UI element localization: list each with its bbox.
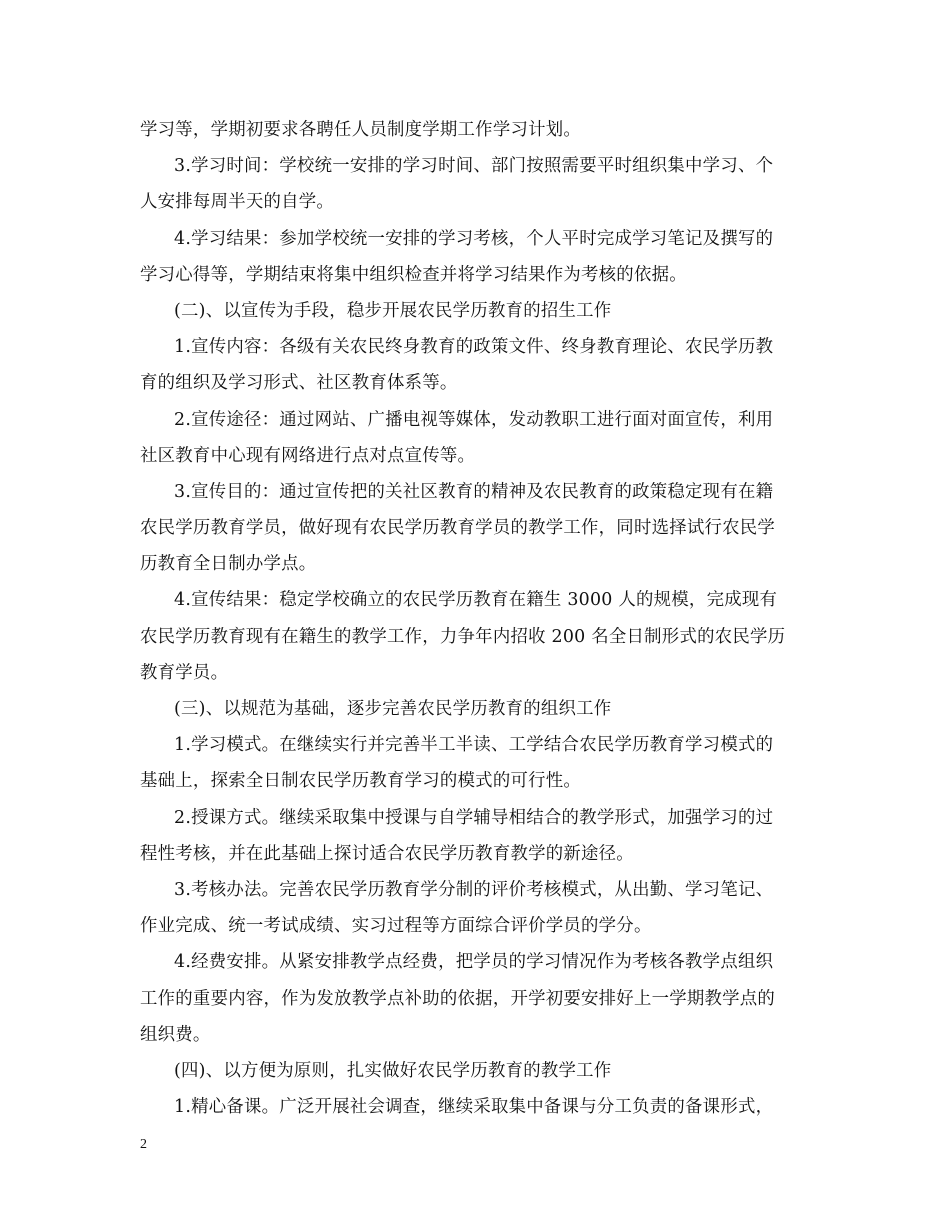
text-line-14: 4.宣传结果：稳定学校确立的农民学历教育在籍生 3000 人的规模，完成现有 (174, 590, 778, 611)
text-line-9: 2.宣传途径：通过网站、广播电视等媒体，发动教职工进行面对面宣传，利用 (174, 409, 774, 430)
page-number: 2 (140, 1137, 147, 1152)
text-line-21: 程性考核，并在此基础上探讨适合农民学历教育教学的新途径。 (140, 843, 634, 864)
text-line-26: 组织费。 (140, 1024, 211, 1045)
text-line-4: 4.学习结果：参加学校统一安排的学习考核，个人平时完成学习笔记及撰写的 (174, 228, 774, 249)
text-line-24: 4.经费安排。从紧安排教学点经费，把学员的学习情况作为考核各教学点组织 (174, 952, 774, 973)
section-heading-2: (二)、以宣传为手段，稳步开展农民学历教育的招生工作 (174, 300, 612, 321)
text-line-5: 学习心得等，学期结束将集中组织检查并将学习结果作为考核的依据。 (140, 264, 687, 285)
text-line-11: 3.宣传目的：通过宣传把的关社区教育的精神及农民教育的政策稳定现有在籍 (174, 481, 774, 502)
text-line-2: 3.学习时间：学校统一安排的学习时间、部门按照需要平时组织集中学习、个 (174, 156, 774, 177)
text-line-1: 学习等，学期初要求各聘任人员制度学期工作学习计划。 (140, 120, 582, 140)
text-line-3: 人安排每周半天的自学。 (140, 192, 335, 213)
text-line-10: 社区教育中心现有网络进行点对点宣传等。 (140, 445, 476, 466)
section-heading-3: (三)、以规范为基础，逐步完善农民学历教育的组织工作 (174, 699, 612, 719)
text-line-28: 1.精心备课。广泛开展社会调查，继续采取集中备课与分工负责的备课形式， (174, 1097, 774, 1118)
text-line-18: 1.学习模式。在继续实行并完善半工半读、工学结合农民学历教育学习模式的 (174, 735, 774, 756)
section-heading-4: (四)、以方便为原则，扎实做好农民学历教育的教学工作 (174, 1060, 612, 1081)
text-line-19: 基础上，探索全日制农民学历教育学习的模式的可行性。 (140, 771, 582, 792)
text-line-8: 育的组织及学习形式、社区教育体系等。 (140, 373, 458, 394)
text-line-12: 农民学历教育学员，做好现有农民学历教育学员的教学工作，同时选择试行农民学 (140, 518, 776, 539)
text-line-13: 历教育全日制办学点。 (140, 554, 317, 575)
text-line-7: 1.宣传内容：各级有关农民终身教育的政策文件、终身教育理论、农民学历教 (174, 337, 774, 358)
text-line-23: 作业完成、统一考试成绩、实习过程等方面综合评价学员的学分。 (140, 916, 652, 937)
text-line-15: 农民学历教育现有在籍生的教学工作，力争年内招收 200 名全日制形式的农民学历 (140, 626, 786, 647)
text-line-16: 教育学员。 (140, 662, 229, 683)
text-line-22: 3.考核办法。完善农民学历教育学分制的评价考核模式，从出勤、学习笔记、 (174, 879, 774, 900)
document-body (140, 112, 812, 1125)
text-line-25: 工作的重要内容，作为发放教学点补助的依据，开学初要安排好上一学期教学点的 (140, 988, 776, 1009)
text-line-20: 2.授课方式。继续采取集中授课与自学辅导相结合的教学形式，加强学习的过 (174, 807, 774, 828)
